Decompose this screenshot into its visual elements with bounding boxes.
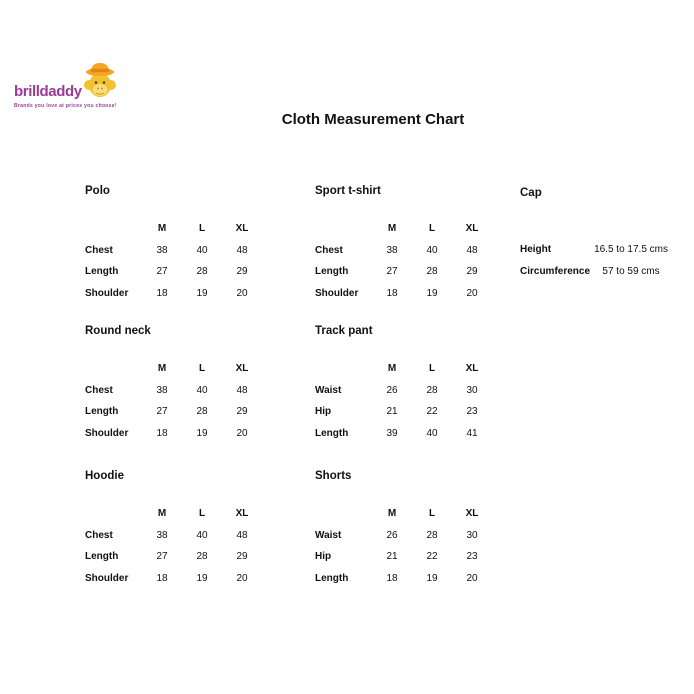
cell: 28	[426, 529, 438, 541]
section-title: Sport t-shirt	[315, 185, 381, 197]
cell: 19	[196, 287, 208, 299]
cell: 40	[196, 384, 208, 396]
cell: 28	[196, 406, 208, 417]
table-row	[315, 261, 492, 283]
table-row	[85, 240, 262, 262]
row-label: Shoulder	[85, 427, 129, 439]
cell: 29	[466, 266, 478, 277]
row-label: Hip	[315, 406, 332, 417]
row-label: Waist	[315, 529, 342, 541]
col-header: M	[387, 223, 397, 234]
section-shorts	[315, 470, 492, 589]
row-label: Circumference	[520, 265, 591, 277]
section-cap	[520, 187, 672, 282]
col-header: L	[428, 363, 436, 374]
cell: 21	[386, 551, 398, 562]
header-spacer	[315, 503, 372, 525]
row-label: Length	[315, 266, 349, 277]
cell: 29	[236, 551, 248, 562]
cell: 19	[426, 287, 438, 299]
section-polo	[85, 185, 262, 304]
table-row	[85, 401, 262, 423]
col-header: XL	[235, 363, 249, 374]
col-header: L	[198, 363, 206, 374]
section-title: Cap	[520, 187, 542, 199]
table-row	[520, 239, 672, 261]
row-label: Shoulder	[85, 572, 129, 584]
brand-wordmark: brilldaddy	[14, 83, 82, 100]
cell: 23	[466, 551, 478, 562]
cell: 19	[196, 572, 208, 584]
col-header: M	[157, 363, 167, 374]
table-row	[85, 568, 262, 590]
table-row	[520, 261, 672, 283]
cell: 28	[426, 384, 438, 396]
cell: 27	[156, 406, 168, 417]
cell: 22	[426, 551, 438, 562]
cell: 18	[156, 427, 168, 439]
cell: 29	[236, 266, 248, 277]
cell: 19	[426, 572, 438, 584]
cell: 38	[156, 244, 168, 256]
header-row	[315, 218, 492, 240]
row-label: Hip	[315, 551, 332, 562]
cell: 20	[236, 427, 248, 439]
cell: 28	[196, 266, 208, 277]
cell: 18	[156, 572, 168, 584]
row-label: Waist	[315, 384, 342, 396]
cell: 48	[236, 529, 248, 541]
header-spacer	[315, 218, 372, 240]
table-row	[315, 380, 492, 402]
cell: 38	[156, 384, 168, 396]
row-label: Chest	[315, 244, 343, 256]
section-title: Hoodie	[85, 470, 124, 482]
table-row	[315, 283, 492, 305]
header-spacer	[85, 358, 142, 380]
col-header: M	[387, 508, 397, 519]
cell: 23	[466, 406, 478, 417]
table-row	[315, 423, 492, 445]
size-table	[315, 218, 492, 304]
cell: 40	[426, 244, 438, 256]
cap-table	[520, 239, 672, 282]
cell: 28	[426, 266, 438, 277]
row-label: Shoulder	[315, 287, 359, 299]
cell: 18	[386, 572, 398, 584]
col-header: L	[428, 508, 436, 519]
brand-logo	[14, 62, 134, 109]
cell: 20	[236, 572, 248, 584]
header-row	[85, 503, 262, 525]
col-header: XL	[235, 508, 249, 519]
header-spacer	[85, 503, 142, 525]
col-header: L	[198, 223, 206, 234]
cell: 27	[156, 266, 168, 277]
cell: 20	[466, 287, 478, 299]
row-label: Chest	[85, 384, 113, 396]
col-header: XL	[235, 223, 249, 234]
cell: 18	[386, 287, 398, 299]
cell: 21	[386, 406, 398, 417]
cell: 48	[466, 244, 478, 256]
cell: 41	[466, 427, 478, 439]
cell: 26	[386, 384, 398, 396]
col-header: L	[198, 508, 206, 519]
cell: 30	[466, 384, 478, 396]
cell: 27	[156, 551, 168, 562]
table-row	[85, 261, 262, 283]
cell: 28	[196, 551, 208, 562]
section-title: Polo	[85, 185, 110, 197]
header-row	[85, 358, 262, 380]
row-label: Length	[85, 406, 119, 417]
cell: 26	[386, 529, 398, 541]
section-title: Shorts	[315, 470, 352, 482]
col-header: L	[428, 223, 436, 234]
table-row	[315, 546, 492, 568]
cell: 20	[466, 572, 478, 584]
section-sport-t-shirt	[315, 185, 492, 304]
cell: 40	[426, 427, 438, 439]
col-header: XL	[465, 508, 479, 519]
table-row	[85, 525, 262, 547]
section-hoodie	[85, 470, 262, 589]
row-label: Length	[315, 572, 349, 584]
table-row	[315, 401, 492, 423]
row-label: Chest	[85, 244, 113, 256]
cell: 38	[386, 244, 398, 256]
table-row	[315, 525, 492, 547]
table-row	[85, 380, 262, 402]
size-table	[85, 218, 262, 304]
header-row	[315, 503, 492, 525]
cell: 19	[196, 427, 208, 439]
size-table	[85, 503, 262, 589]
table-row	[85, 283, 262, 305]
cell: 39	[386, 427, 398, 439]
section-round-neck	[85, 325, 262, 444]
col-header: M	[157, 223, 167, 234]
cell: 48	[236, 244, 248, 256]
table-row	[85, 546, 262, 568]
cell: 30	[466, 529, 478, 541]
cell: 27	[386, 266, 398, 277]
cell: 29	[236, 406, 248, 417]
gorilla-hat-icon	[83, 62, 117, 103]
section-track-pant	[315, 325, 492, 444]
cell: 16.5 to 17.5 cms	[594, 244, 668, 255]
cell: 40	[196, 529, 208, 541]
row-label: Height	[520, 244, 552, 255]
header-row	[85, 218, 262, 240]
header-row	[315, 358, 492, 380]
cell: 57 to 59 cms	[602, 265, 660, 277]
row-label: Length	[85, 551, 119, 562]
size-table	[315, 503, 492, 589]
header-spacer	[85, 218, 142, 240]
cell: 20	[236, 287, 248, 299]
cell: 48	[236, 384, 248, 396]
size-table	[315, 358, 492, 444]
cell: 40	[196, 244, 208, 256]
table-row	[315, 240, 492, 262]
brand-tagline: Brands you love at prices you choose!	[14, 103, 117, 109]
row-label: Length	[85, 266, 119, 277]
cell: 22	[426, 406, 438, 417]
row-label: Chest	[85, 529, 113, 541]
cell: 38	[156, 529, 168, 541]
col-header: M	[387, 363, 397, 374]
col-header: M	[157, 508, 167, 519]
header-spacer	[315, 358, 372, 380]
col-header: XL	[465, 223, 479, 234]
table-row	[315, 568, 492, 590]
row-label: Shoulder	[85, 287, 129, 299]
page-title: Cloth Measurement Chart	[281, 111, 465, 128]
row-label: Length	[315, 427, 349, 439]
section-title: Track pant	[315, 325, 373, 337]
cell: 18	[156, 287, 168, 299]
section-title: Round neck	[85, 325, 151, 337]
size-table	[85, 358, 262, 444]
col-header: XL	[465, 363, 479, 374]
table-row	[85, 423, 262, 445]
